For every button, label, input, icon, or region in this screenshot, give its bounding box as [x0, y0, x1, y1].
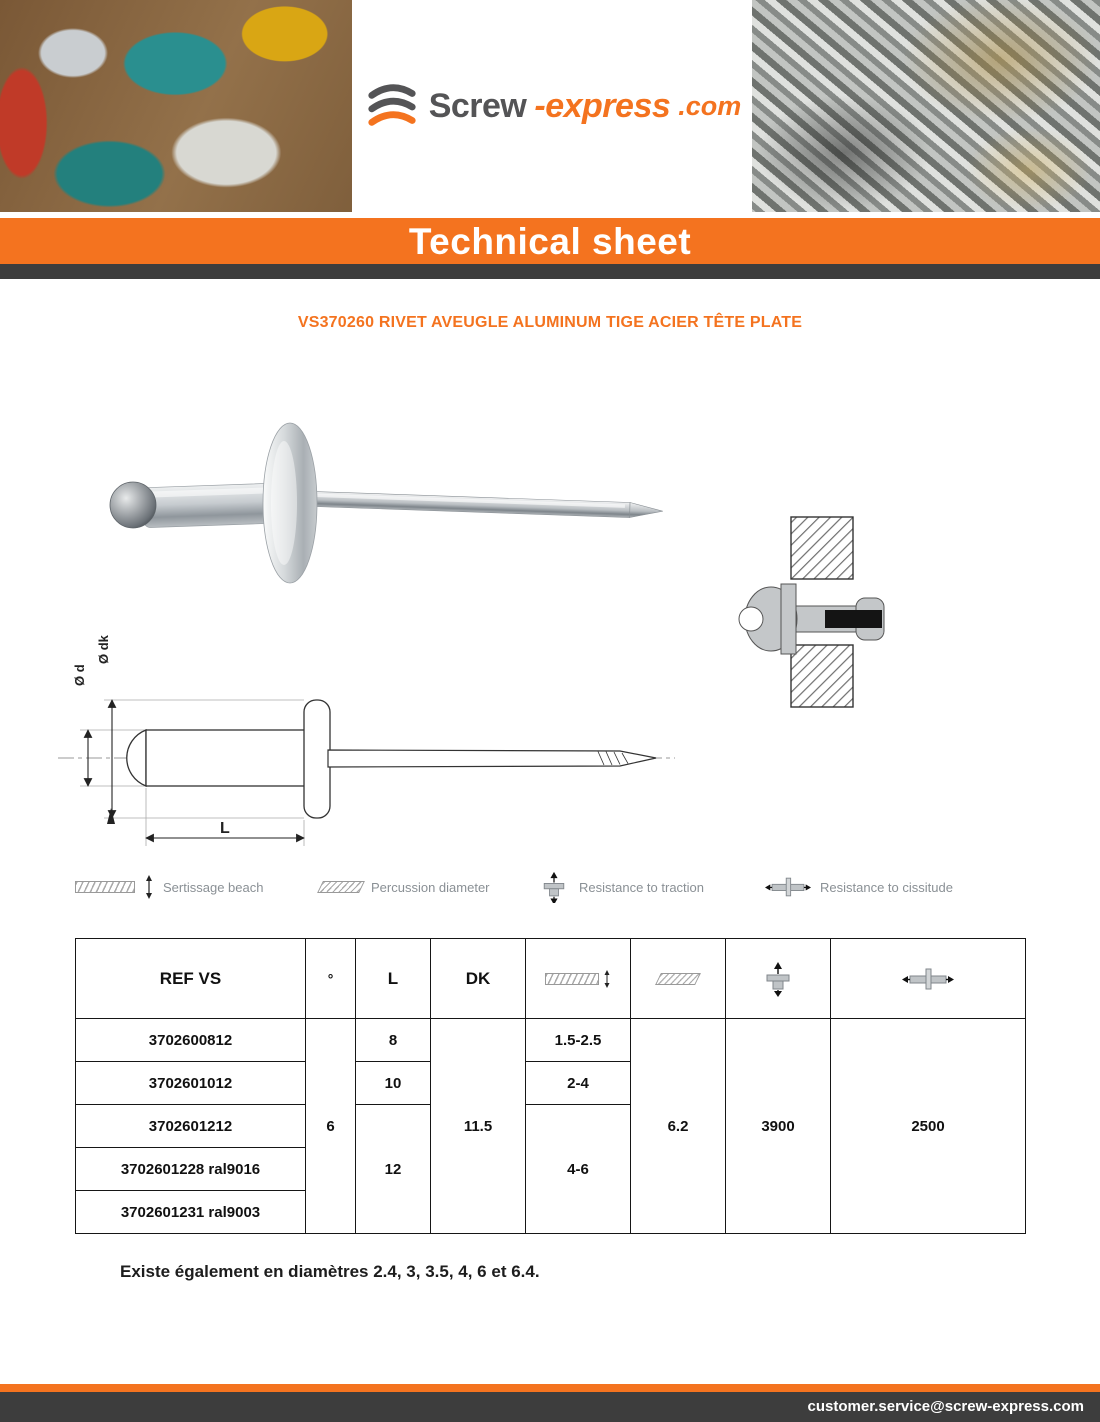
reference-arrow	[107, 808, 115, 824]
percussion-cell: 6.2	[631, 1019, 726, 1234]
legend-label: Percussion diameter	[371, 879, 490, 895]
logo-text-tld: .com	[678, 90, 742, 121]
ref-cell: 3702601231 ral9003	[76, 1191, 306, 1234]
table-header-row	[76, 939, 1026, 1019]
drawing-body	[146, 730, 306, 786]
col-header-ref-label: REF VS	[159, 968, 222, 988]
header-photo-screws	[745, 0, 1100, 212]
length-cell: 12	[356, 1105, 431, 1234]
plate-bottom	[791, 645, 853, 707]
grip-cell: 4-6	[526, 1105, 631, 1234]
legend-item-percussion	[320, 874, 490, 900]
legend-item-sertissage	[75, 874, 263, 900]
col-header-diameter	[306, 939, 356, 1019]
col-header-grip	[526, 939, 631, 1019]
length-cell: 8	[356, 1019, 431, 1062]
col-header-length	[356, 939, 431, 1019]
logo-text-primary: Screw	[428, 86, 527, 125]
shear-resistance-icon	[765, 875, 811, 899]
grip-cell: 1.5-2.5	[526, 1019, 631, 1062]
shear-resistance-icon	[902, 966, 954, 992]
banner	[0, 218, 1100, 279]
availability-note: Existe également en diamètres 2.4, 3, 3.5, 4, 6 et 6.4.	[120, 1262, 540, 1281]
ref-cell: 3702601228 ral9016	[76, 1148, 306, 1191]
technical-drawing	[50, 598, 700, 878]
legend-label: Sertissage beach	[163, 879, 264, 895]
dim-label-d: Ø d	[72, 664, 87, 686]
col-header-ref	[76, 939, 306, 1019]
legend-label: Resistance to traction	[579, 879, 705, 895]
legend-item-traction	[538, 874, 704, 900]
knurl-zone-icon	[75, 881, 135, 893]
header-photo-workbench	[0, 0, 365, 212]
grip-cell: 2-4	[526, 1062, 631, 1105]
col-header-traction	[726, 939, 831, 1019]
cross-section-diagram	[733, 512, 898, 724]
footer-email: customer.service@screw-express.com	[0, 1392, 1100, 1422]
mandrel-head	[110, 482, 156, 528]
ref-cell: 3702601212	[76, 1105, 306, 1148]
table-row	[76, 1019, 1026, 1062]
banner-dark-stripe	[0, 264, 1100, 279]
product-title: VS370260 RIVET AVEUGLE ALUMINUM TIGE ACIER TÊTE PLATE	[297, 314, 803, 331]
mandrel-stem	[300, 491, 663, 519]
dim-label-dk: Ø dk	[96, 635, 111, 664]
col-header-dk-label: DK	[465, 968, 491, 988]
footer	[0, 1384, 1100, 1422]
footer-orange-stripe	[0, 1384, 1100, 1392]
legend-label: Resistance to cissitude	[820, 879, 953, 895]
percussion-diameter-icon	[655, 973, 701, 985]
percussion-diameter-icon	[317, 881, 365, 893]
length-cell: 10	[356, 1062, 431, 1105]
col-header-percussion	[631, 939, 726, 1019]
dk-cell: 11.5	[431, 1019, 526, 1234]
col-header-length-label: L	[387, 968, 399, 988]
traction-cell: 3900	[726, 1019, 831, 1234]
vertical-arrow-icon	[144, 875, 154, 899]
diameter-cell: 6	[306, 1019, 356, 1234]
traction-resistance-icon	[761, 961, 795, 997]
traction-resistance-icon	[538, 871, 570, 903]
dim-label-length: L	[220, 820, 230, 837]
broken-mandrel	[825, 610, 882, 628]
spec-table	[75, 938, 1026, 1234]
brand-logo	[352, 0, 752, 212]
col-header-dk	[431, 939, 526, 1019]
logo-icon	[363, 79, 421, 133]
ref-cell: 3702600812	[76, 1019, 306, 1062]
logo-text-accent: -express	[534, 86, 671, 125]
drawing-flange	[304, 700, 330, 818]
col-header-shear	[831, 939, 1026, 1019]
col-header-diameter-label: °	[327, 970, 334, 987]
plate-top	[791, 517, 853, 579]
legend-item-cissitude	[765, 874, 953, 900]
drawing-mandrel-head	[127, 730, 146, 786]
shear-cell: 2500	[831, 1019, 1026, 1234]
grip-range-icon	[545, 973, 599, 985]
ref-cell: 3702601012	[76, 1062, 306, 1105]
banner-title: Technical sheet	[0, 218, 1100, 264]
vertical-arrow-icon	[603, 970, 611, 988]
